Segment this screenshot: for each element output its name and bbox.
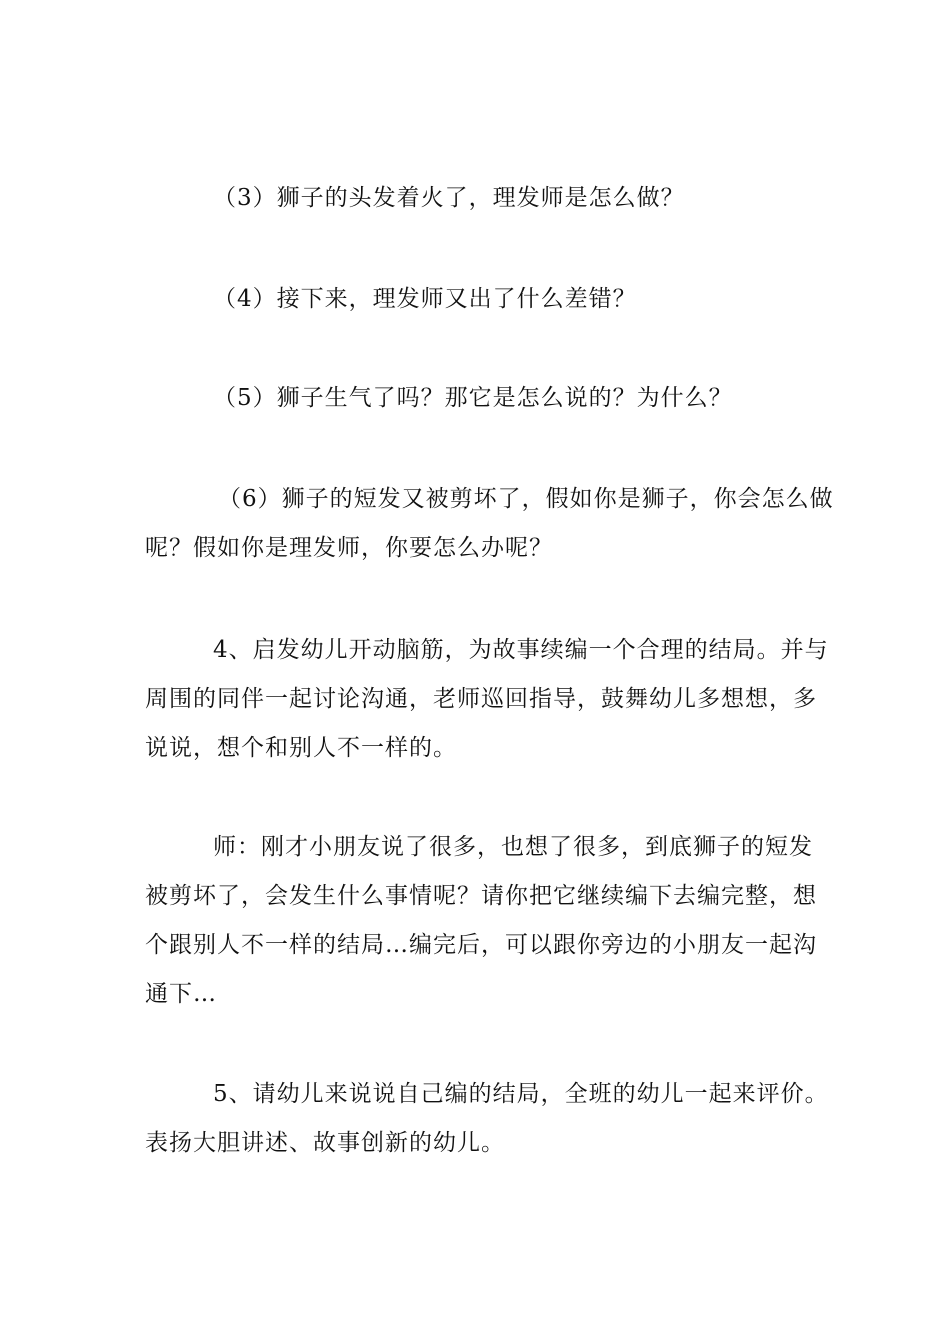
question-5: （5）狮子生气了吗？那它是怎么说的？为什么？ (213, 385, 733, 411)
step-5-paragraph: 5、请幼儿来说说自己编的结局，全班的幼儿一起来评价。表扬大胆讲述、故事创新的幼儿。 (145, 1081, 829, 1156)
question-6: （6）狮子的短发又被剪坏了，假如你是狮子，你会怎么做呢？假如你是理发师，你要怎么办呢？ (145, 486, 834, 561)
question-3: （3）狮子的头发着火了，理发师是怎么做？ (213, 185, 685, 211)
question-4: （4）接下来，理发师又出了什么差错？ (213, 286, 637, 312)
step-4-paragraph: 4、启发幼儿开动脑筋，为故事续编一个合理的结局。并与周围的同伴一起讨论沟通，老师巡回指导，鼓舞幼儿多想想，多说说，想个和别人不一样的。 (145, 637, 829, 761)
teacher-speech-paragraph: 师：刚才小朋友说了很多，也想了很多，到底狮子的短发被剪坏了，会发生什么事情呢？请你把它继续编下去编完整，想个跟别人不一样的结局…编完后，可以跟你旁边的小朋友一起沟通下… (145, 834, 817, 1007)
